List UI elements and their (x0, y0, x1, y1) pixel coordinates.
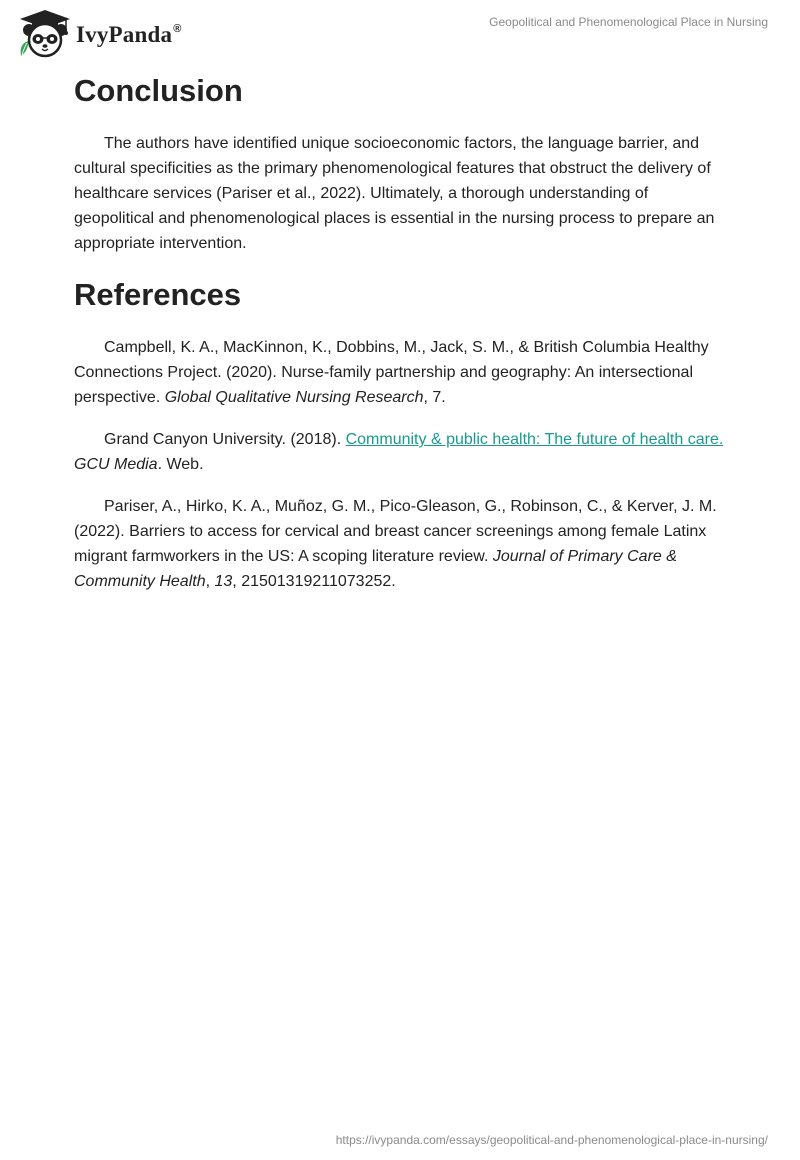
essay-content (74, 72, 724, 594)
reference-volume: 13 (214, 573, 233, 590)
conclusion-heading: Conclusion (74, 73, 243, 108)
reference-item (74, 427, 724, 477)
ivypanda-logo[interactable] (16, 8, 182, 58)
reference-tail: , 21501319211073252. (232, 573, 396, 590)
reference-text: Pariser, A., Hirko, K. A., Muñoz, G. M., Pico-Gleason, G., Robinson, C., & Kerver, J. M. (2022). Barriers to access for cervical and breast cancer screenings among female Latinx migrant farmworkers in the US: A scoping literature review. (74, 498, 717, 565)
reference-item (74, 494, 724, 594)
panda-graduate-icon (16, 8, 74, 58)
reference-text: Grand Canyon University. (2018). (104, 431, 346, 448)
reference-journal: Journal of Primary Care & Community Health (74, 548, 677, 590)
logo-wordmark (76, 22, 182, 48)
reference-tail: , 7. (423, 389, 446, 406)
reference-tail: . Web. (157, 456, 204, 473)
conclusion-paragraph: The authors have identified unique socioeconomic factors, the language barrier, and cultural specificities as the primary phenomenological features that obstruct the delivery of healthcare services (Pariser et al., 2022). Ultimately, a thorough understanding of geopolitical and phenomenological places is essential in the nursing process to prepare an appropriate intervention. (74, 135, 715, 252)
reference-text: Campbell, K. A., MacKinnon, K., Dobbins, M., Jack, S. M., & British Columbia Healthy Connections Project. (2020). Nurse-family partnership and geography: An intersectional perspective. (74, 339, 709, 406)
reference-journal: Global Qualitative Nursing Research (164, 389, 424, 406)
reference-item (74, 335, 724, 410)
reference-link[interactable]: Community & public health: The future of health care. (345, 431, 724, 448)
page-header (0, 0, 800, 60)
reference-journal: GCU Media (74, 456, 158, 473)
source-url: https://ivypanda.com/essays/geopolitical-and-phenomenological-place-in-nursing/ (335, 1133, 768, 1147)
logo-text: IvyPanda (76, 22, 173, 47)
reference-separator: , (205, 573, 215, 590)
document-title: Geopolitical and Phenomenological Place in Nursing (489, 15, 768, 29)
registered-mark: ® (173, 23, 182, 35)
references-heading: References (74, 277, 242, 312)
